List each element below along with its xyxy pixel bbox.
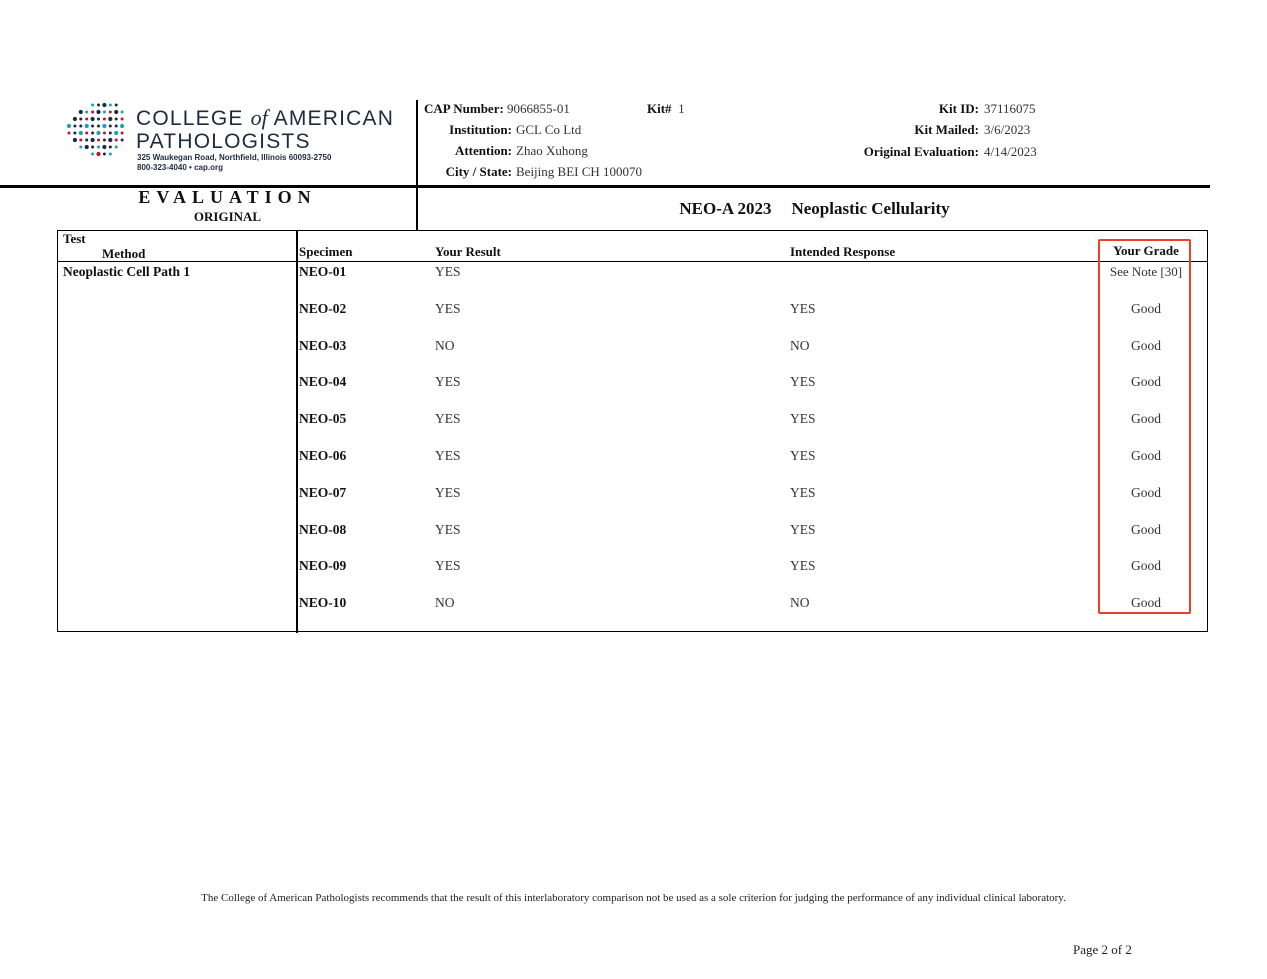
your-result-cell: NO xyxy=(435,595,455,610)
header-test: Test xyxy=(63,231,86,246)
city-label: City / State: xyxy=(445,164,512,179)
kit-mailed-label: Kit Mailed: xyxy=(914,122,979,137)
logo-dot xyxy=(121,132,124,135)
kit-mailed-value: 3/6/2023 xyxy=(984,122,1031,137)
institution-value: GCL Co Ltd xyxy=(516,122,582,137)
logo-dot xyxy=(108,117,112,121)
footer-disclaimer: The College of American Pathologists recommends that the result of this interlaboratory comparison not be used as a sole criterion for judging the performance of any individual clinical laboratory. xyxy=(201,892,1066,904)
logo-dot xyxy=(79,110,83,114)
grade-cell: Good xyxy=(1131,374,1161,389)
table-header-rule xyxy=(57,261,1208,262)
logo-dot xyxy=(67,124,71,128)
attention-label: Attention: xyxy=(454,143,512,158)
logo-dot xyxy=(85,132,88,135)
kit-id-label: Kit ID: xyxy=(938,101,979,116)
specimen-cell: NEO-03 xyxy=(299,338,347,353)
logo-dot xyxy=(73,138,77,142)
grade-highlight-box xyxy=(1098,239,1191,614)
page-number: Page 2 of 2 xyxy=(1073,942,1132,957)
kit-number-row: Kit# 1 xyxy=(647,101,685,116)
logo-dot xyxy=(108,138,112,142)
evaluation-subtitle: ORIGINAL xyxy=(193,209,262,224)
specimen-cell: NEO-08 xyxy=(299,522,347,537)
logo-dot xyxy=(114,110,118,114)
specimen-cell: NEO-05 xyxy=(299,411,347,426)
specimen-cell: NEO-07 xyxy=(299,485,347,500)
logo-dot xyxy=(85,139,88,142)
intended-response-cell: YES xyxy=(790,448,816,463)
results-table xyxy=(57,230,1208,632)
logo-dot xyxy=(85,118,88,121)
logo-dot xyxy=(91,104,94,107)
logo-dot xyxy=(68,132,71,135)
grade-cell: Good xyxy=(1131,485,1161,500)
logo-dot xyxy=(103,132,106,135)
logo-dot xyxy=(102,145,106,149)
your-result-cell: YES xyxy=(435,411,461,426)
logo-dot xyxy=(91,125,94,128)
logo-dot xyxy=(121,139,124,142)
specimen-cell: NEO-09 xyxy=(299,558,347,573)
logo-dot xyxy=(121,118,124,121)
logo-dot xyxy=(91,138,95,142)
logo-dot xyxy=(115,125,118,128)
table-column-divider xyxy=(296,230,298,633)
logo-dot xyxy=(109,104,112,107)
grade-cell: Good xyxy=(1131,448,1161,463)
specimen-cell: NEO-06 xyxy=(299,448,347,463)
logo-dot xyxy=(91,111,94,114)
logo-dot xyxy=(103,153,106,156)
your-result-cell: YES xyxy=(435,522,461,537)
program-title: NEO-A 2023 Neoplastic Cellularity xyxy=(679,199,950,218)
kit-id-value: 37116075 xyxy=(984,101,1036,116)
logo-dot xyxy=(85,145,89,149)
grade-cell: Good xyxy=(1131,522,1161,537)
logo-dot xyxy=(91,146,94,149)
grade-cell: Good xyxy=(1131,595,1161,610)
logo-dot xyxy=(115,139,118,142)
your-result-cell: YES xyxy=(435,264,461,279)
logo-dot xyxy=(79,131,83,135)
logo-dot xyxy=(102,124,106,128)
original-evaluation-label: Original Evaluation: xyxy=(863,144,979,159)
grade-cell: Good xyxy=(1131,338,1161,353)
logo-dot xyxy=(103,139,106,142)
logo-dot xyxy=(109,125,112,128)
logo-dot xyxy=(85,124,89,128)
logo-dot xyxy=(97,125,100,128)
logo-dot xyxy=(73,117,77,121)
logo-title: COLLEGE of AMERICAN PATHOLOGISTS xyxy=(136,105,395,153)
logo-dot xyxy=(97,104,100,107)
evaluation-title: EVALUATION xyxy=(138,187,317,207)
attention-value: Zhao Xuhong xyxy=(516,143,588,158)
logo-dot xyxy=(73,132,76,135)
logo-dot xyxy=(96,131,100,135)
logo-dot xyxy=(120,124,124,128)
intended-response-cell: YES xyxy=(790,374,816,389)
logo-dot xyxy=(103,118,106,121)
original-evaluation-value: 4/14/2023 xyxy=(984,144,1037,159)
logo-dot xyxy=(109,153,112,156)
city-value: Beijing BEI CH 100070 xyxy=(516,164,643,179)
specimen-cell: NEO-10 xyxy=(299,595,347,610)
logo-dot xyxy=(91,132,94,135)
logo-dot xyxy=(115,146,118,149)
logo-dot xyxy=(79,139,82,142)
logo-address: 325 Waukegan Road, Northfield, Illinois 60093-2750 800-323-4040 • cap.org xyxy=(137,153,332,172)
institution-label: Institution: xyxy=(449,122,512,137)
logo-dot xyxy=(79,146,82,149)
logo-dot xyxy=(85,111,88,114)
intended-response-cell: YES xyxy=(790,558,816,573)
logo-dot xyxy=(91,117,95,121)
logo-dot xyxy=(109,111,112,114)
intended-response-cell: YES xyxy=(790,411,816,426)
header-method: Method xyxy=(102,246,146,261)
logo-dot xyxy=(97,146,100,149)
logo-dot xyxy=(121,111,124,114)
logo-dot xyxy=(96,152,100,156)
logo-dot xyxy=(79,125,82,128)
test-name: Neoplastic Cell Path 1 xyxy=(63,264,191,279)
specimen-cell: NEO-01 xyxy=(299,264,347,279)
logo-dot xyxy=(97,118,100,121)
logo-dot xyxy=(109,132,112,135)
logo-dot xyxy=(97,139,100,142)
logo-dot xyxy=(115,104,118,107)
your-result-cell: YES xyxy=(435,301,461,316)
intended-response-cell: NO xyxy=(790,338,810,353)
logo-dot xyxy=(109,146,112,149)
your-result-cell: YES xyxy=(435,374,461,389)
logo-dot xyxy=(73,125,76,128)
specimen-cell: NEO-04 xyxy=(299,374,347,389)
your-result-cell: NO xyxy=(435,338,455,353)
header-your-grade: Your Grade xyxy=(1113,243,1179,258)
logo-dot xyxy=(115,118,118,121)
grade-cell: Good xyxy=(1131,411,1161,426)
intended-response-cell: NO xyxy=(790,595,810,610)
logo-dot xyxy=(103,111,106,114)
header-specimen: Specimen xyxy=(299,244,353,259)
cap-number-row: CAP Number: 9066855-01 xyxy=(424,101,570,116)
logo-dot xyxy=(96,110,100,114)
logo-dot xyxy=(114,131,118,135)
intended-response-cell: YES xyxy=(790,301,816,316)
grade-cell: Good xyxy=(1131,558,1161,573)
intended-response-cell: YES xyxy=(790,522,816,537)
logo-dot xyxy=(79,118,82,121)
logo-dot xyxy=(102,103,106,107)
grade-cell: See Note [30] xyxy=(1109,264,1183,279)
grade-cell: Good xyxy=(1131,301,1161,316)
specimen-cell: NEO-02 xyxy=(299,301,347,316)
your-result-cell: YES xyxy=(435,448,461,463)
logo-dot xyxy=(91,153,94,156)
cap-logo-icon xyxy=(66,102,126,158)
your-result-cell: YES xyxy=(435,485,461,500)
intended-response-cell: YES xyxy=(790,485,816,500)
header-intended-response: Intended Response xyxy=(790,244,896,259)
header-your-result: Your Result xyxy=(435,244,501,259)
your-result-cell: YES xyxy=(435,558,461,573)
